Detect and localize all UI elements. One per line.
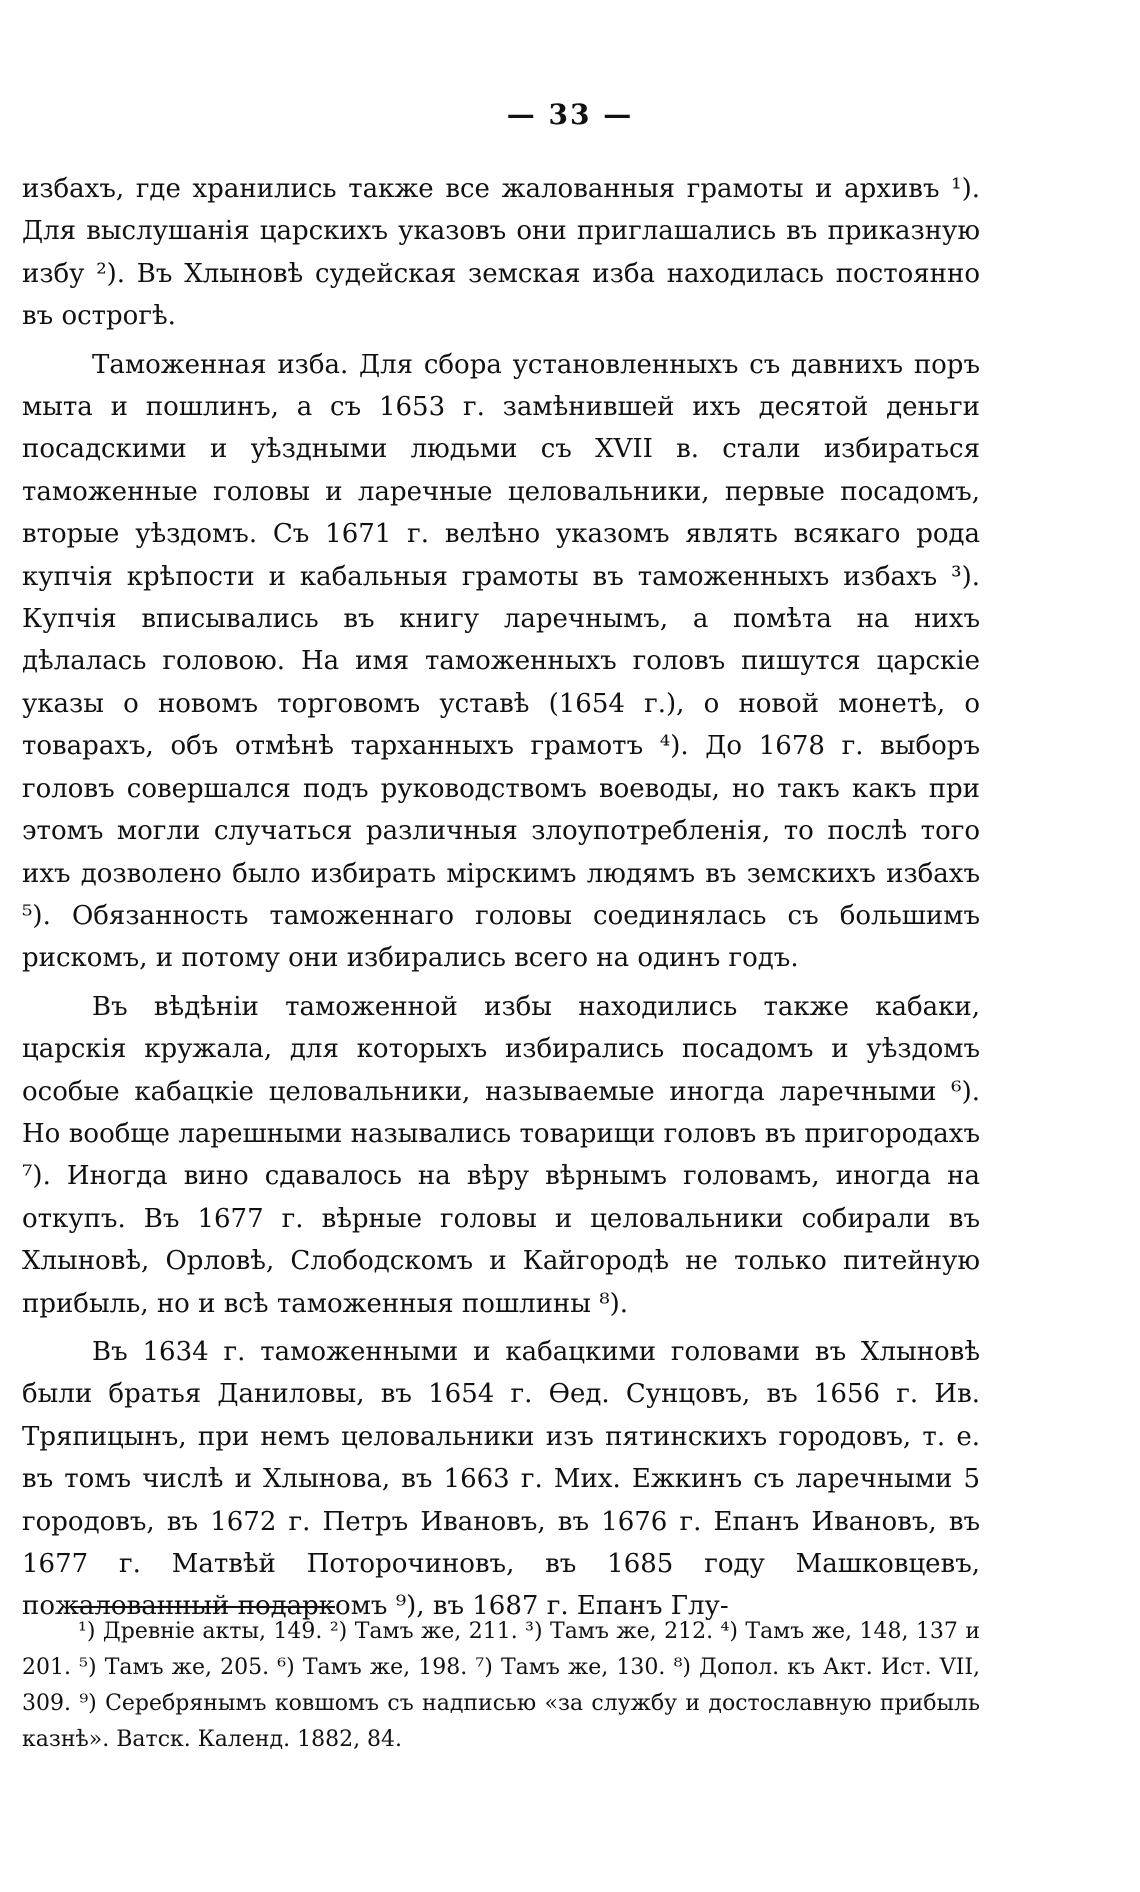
paragraph-1: избахъ, где хранились также все жалованныя грамоты и архивъ ¹). Для выслушанія царскихъ указовъ они приглашались въ приказную избу ²). Въ Хлыновѣ судейская земская изба находилась постоянно въ острогѣ. [22,174,980,332]
page-number: — 33 — [506,98,634,131]
footnotes-text: ¹) Древніе акты, 149. ²) Тамъ же, 211. ³) Тамъ же, 212. ⁴) Тамъ же, 148, 137 и 201. ⁵) Тамъ же, 205. ⁶) Тамъ же, 198. ⁷) Тамъ же, 130. ⁸) Допол. къ Акт. Ист. VII, 309. ⁹) Серебрянымъ ковшомъ съ надписью «за службу и достославную прибыль казнѣ». Ватск. Календ. 1882, 84. [22,1619,980,1752]
paragraph-2: Таможенная изба. Для сбора установленныхъ съ давнихъ поръ мыта и пошлинъ, а съ 1653 г. замѣнившей ихъ десятой деньги посадскими и уѣздными людьми съ XVII в. стали избираться таможенные головы и ларечные целовальники, первые посадомъ, вторые уѣздомъ. Съ 1671 г. велѣно указомъ являть всякаго рода купчія крѣпости и кабальныя грамоты въ таможенныхъ избахъ ³). Купчія вписывались въ книгу ларечнымъ, а помѣта на нихъ дѣлалась головою. На имя таможенныхъ головъ пишутся царскіе указы о новомъ торговомъ уставѣ (1654 г.), о новой монетѣ, о товарахъ, объ отмѣнѣ тарханныхъ грамотъ ⁴). До 1678 г. выборъ головъ совершался подъ руководствомъ воеводы, но такъ какъ при этомъ могли случаться различныя злоупотребленія, то послѣ того ихъ дозволено было избирать мірскимъ людямъ въ земскихъ избахъ ⁵). Обязанность таможеннаго головы соединялась съ большимъ рискомъ, и потому они избирались всего на одинъ годъ. [22,349,980,974]
paragraph-4: Въ 1634 г. таможенными и кабацкими головами въ Хлыновѣ были братья Даниловы, въ 1654 г. Ѳед. Сунцовъ, въ 1656 г. Ив. Тряпицынъ, при немъ целовальники изъ пятинскихъ городовъ, т. е. въ томъ числѣ и Хлынова, въ 1663 г. Мих. Ежкинъ съ ларечными 5 городовъ, въ 1672 г. Петръ Ивановъ, въ 1676 г. Епанъ Ивановъ, въ 1677 г. Матвѣй Поторочиновъ, въ 1685 году Машковцевъ, пожалованный подаркомъ ⁹), въ 1687 г. Епанъ Глу- [22,1336,980,1622]
footnote-divider [70,1606,335,1608]
paragraph-3: Въ вѣдѣніи таможенной избы находились также кабаки, царскія кружала, для которыхъ избирались посадомъ и уѣздомъ особые кабацкіе целовальники, называемые иногда ларечными ⁶). Но вообще ларешными назывались товарищи головъ въ пригородахъ ⁷). Иногда вино сдавалось на вѣру вѣрнымъ головамъ, иногда на откупъ. Въ 1677 г. вѣрные головы и целовальники собирали въ Хлыновѣ, Орловѣ, Слободскомъ и Кайгородѣ не только питейную прибыль, но и всѣ таможенныя пошлины ⁸). [22,991,980,1319]
body-text [22,168,980,1634]
footnotes [22,1614,980,1758]
